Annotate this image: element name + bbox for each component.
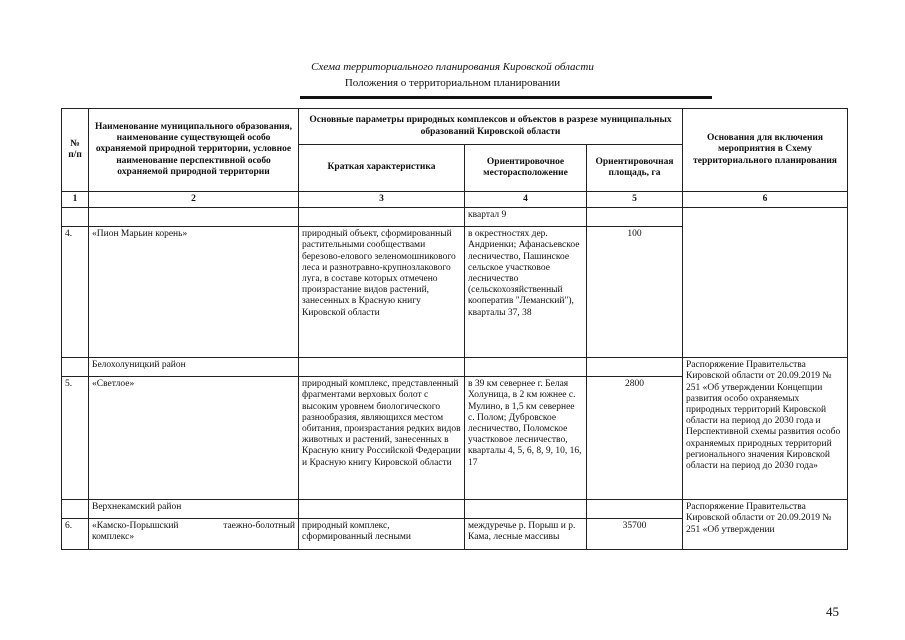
cell-name: «Светлое» bbox=[89, 377, 299, 500]
header-params: Основные параметры природных комплексов и объектов в разрезе муниципальных образований Кировской области bbox=[299, 109, 683, 145]
cell-no bbox=[62, 358, 89, 377]
district-row bbox=[62, 500, 848, 519]
district-row bbox=[62, 358, 848, 377]
cell-loc bbox=[465, 358, 587, 377]
cell-area: 100 bbox=[587, 227, 683, 358]
cell-loc bbox=[465, 500, 587, 519]
cell-no: 5. bbox=[62, 377, 89, 500]
cell-basis: Распоряжение Правительства Кировской области от 20.09.2019 № 251 «Об утверждении Концепции развития особо охраняемых природных территорий Кировской области на период до 2030 года и Перспективной схемы развития особо охраняемых природных территорий регионального значения Кировской области на период до 2030 года» bbox=[683, 358, 848, 500]
planning-table bbox=[61, 108, 848, 550]
district-name: Белохолуницкий район bbox=[89, 358, 299, 377]
cell-no bbox=[62, 208, 89, 227]
cell-area bbox=[587, 208, 683, 227]
cell-char: природный комплекс, представленный фрагментами верховых болот с высоким уровнем биологического разнообразия, являющихся местом обитания, произрастания редких видов животных и растений, занесенных в Красную книгу Российской Федерации и Красную книгу Кировской области bbox=[299, 377, 465, 500]
col-number: 1 bbox=[62, 192, 89, 208]
col-number: 4 bbox=[465, 192, 587, 208]
cell-char bbox=[299, 208, 465, 227]
district-name: Верхнекамский район bbox=[89, 500, 299, 519]
col-number: 2 bbox=[89, 192, 299, 208]
cell-area bbox=[587, 358, 683, 377]
table-header-row bbox=[62, 109, 848, 145]
page-number: 45 bbox=[826, 604, 839, 619]
col-number: 5 bbox=[587, 192, 683, 208]
header-area: Ориентировочная площадь, га bbox=[587, 145, 683, 192]
cell-char bbox=[299, 500, 465, 519]
header-basis: Основания для включения мероприятия в Схему территориального планирования bbox=[683, 109, 848, 192]
document-title: Схема территориального планирования Кировской области bbox=[311, 61, 594, 73]
cell-area: 35700 bbox=[587, 519, 683, 550]
header-loc: Ориентировочное месторасположение bbox=[465, 145, 587, 192]
cell-loc: в 39 км севернее г. Белая Холуница, в 2 км южнее с. Мулино, в 1,5 км севернее с. Полом; Дубровское лесничество, Поломское участковое лесничество, кварталы 4, 5, 6, 8, 9, 10, 16, 17 bbox=[465, 377, 587, 500]
header-name: Наименование муниципального образования, наименование существующей особо охраняемой природной территории, условное наименование перспективной особо охраняемой природной территории bbox=[89, 109, 299, 192]
cell-char: природный объект, сформированный растительными сообществами березово-елового зеленомошникового леса и разнотравно-крупнозлакового луга, в составе которых отмечено произрастание видов растений, занесенных в Красную книгу Кировской области bbox=[299, 227, 465, 358]
header-char: Краткая характеристика bbox=[299, 145, 465, 192]
col-number: 3 bbox=[299, 192, 465, 208]
col-number: 6 bbox=[683, 192, 848, 208]
cell-basis bbox=[683, 208, 848, 358]
cell-no: 4. bbox=[62, 227, 89, 358]
cell-name bbox=[89, 208, 299, 227]
table-number-row bbox=[62, 192, 848, 208]
cell-name: «Пион Марьин корень» bbox=[89, 227, 299, 358]
header-no: № п/п bbox=[62, 109, 89, 192]
cell-area bbox=[587, 500, 683, 519]
header-rule bbox=[300, 96, 712, 99]
cell-char: природный комплекс, сформированный лесными bbox=[299, 519, 465, 550]
cell-name: «Камско-Порышский таежно-болотный комплекс» bbox=[89, 519, 299, 550]
cell-loc: квартал 9 bbox=[465, 208, 587, 227]
document-subtitle: Положения о территориальном планировании bbox=[344, 77, 561, 89]
cell-no bbox=[62, 500, 89, 519]
cell-loc: в окрестностях дер. Андриенки; Афанасьевское лесничество, Пашинское сельское участковое лесничество (сельскохозяйственный кооператив "Леманский"), кварталы 37, 38 bbox=[465, 227, 587, 358]
cell-basis: Распоряжение Правительства Кировской области от 20.09.2019 № 251 «Об утверждении bbox=[683, 500, 848, 550]
cell-area: 2800 bbox=[587, 377, 683, 500]
cell-loc: междуречье р. Порыш и р. Кама, лесные массивы bbox=[465, 519, 587, 550]
cell-char bbox=[299, 358, 465, 377]
table-row bbox=[62, 208, 848, 227]
cell-no: 6. bbox=[62, 519, 89, 550]
